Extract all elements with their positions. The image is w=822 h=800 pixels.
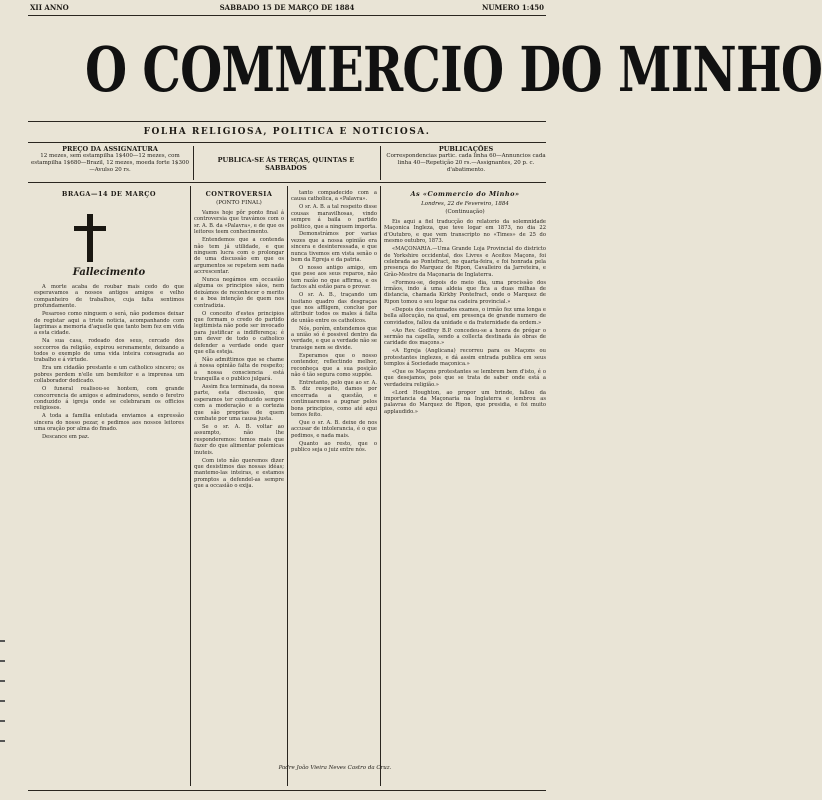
paragraph: Entendemos que a contenda não tem já utilidade, e que ninguem lucra com o prolongar de uma discussão em que os argumentos se repetem sem nada accrescentar. xyxy=(194,237,284,276)
column-divider xyxy=(287,186,288,786)
paragraph: A morte acaba de roubar mais cedo do que esperavamos a nossos antigos amigos e velho companheiro de trabalhos, cuja falta sentimos profundamente. xyxy=(34,284,184,310)
paragraph: Demonstrámos por varias vezes que a nossa opinião era sincera e desinteressada, e que nunca tivemos em vista senão o bem da Egreja e da patria. xyxy=(291,231,377,264)
margin-mark xyxy=(0,720,5,722)
issue-number: NUMERO 1:450 xyxy=(481,3,544,12)
london-dateline: Londres, 22 de Fevereiro, 1884 xyxy=(421,201,509,207)
publications-box xyxy=(386,146,546,180)
paragraph: Esperamos que o nosso contendor, reflectindo melhor, reconheça que a sua posição não é tão segura como suppõe. xyxy=(291,352,377,378)
margin-mark xyxy=(0,660,5,662)
paragraph: O sr. A. B. a tal respeito disse cousas maravilhosas, vindo sempre á baila o partido politico, que a ninguem importa. xyxy=(291,204,377,230)
divider xyxy=(28,121,546,122)
divider xyxy=(380,146,381,180)
paragraph: Se o sr. A. B. voltar ao assumpto, não lhe responderemos: temos mais que fazer do que alimentar polemicas inuteis. xyxy=(194,424,284,456)
paragraph: Nós, porém, entendemos que a união só é possivel dentro da verdade, e que a verdade não se transige nem se divide. xyxy=(291,325,377,351)
newspaper-title: O COMMERCIO DO MINHO xyxy=(84,33,822,106)
cross-icon xyxy=(74,214,106,262)
obituary-heading: Fallecimento xyxy=(72,267,146,278)
paragraph: O nosso antigo amigo, em que pese aos seus reparos, não tem razão no que affirma, e os factos ahi estão para o provar. xyxy=(291,264,377,291)
publication-schedule: PUBLICA-SE ÁS TERÇAS, QUINTAS E SABBADOS xyxy=(217,156,355,172)
dateline-braga: BRAGA—14 DE MARÇO xyxy=(61,190,157,198)
paragraph: Não admittimos que se chame á nossa opinião falta de respeito; a nossa consciencia está tranquilla e o publico julgará. xyxy=(194,356,284,383)
controversy-heading: CONTROVERSIA xyxy=(205,190,273,198)
publications-text: Correspondencias partic. cada linha 60—Annuncios cada linha 40—Repetição 20 rs.—Assignantes, 20 p. c. d'abatimento. xyxy=(386,153,546,173)
subscription-text: 12 mezes, sem estampilha 1$400—12 mezes, com estampilha 1$680—Brazil, 12 mezes, moeda forte 1$300—Avulso 20 rs. xyxy=(31,153,189,173)
paragraph: Era um cidadão prestante e um catholico sincero; os pobres perdem n'elle um bemfeitor e a imprensa um collaborador dedicado. xyxy=(34,365,184,385)
paragraph: Entretanto, pelo que ao sr. A. B. diz respeito, damos por encerrada a questão, e continuaremos a pugnar pelos bons principios, como até aqui temos feito. xyxy=(291,379,377,418)
margin-mark xyxy=(0,640,5,642)
newspaper-subtitle: FOLHA RELIGIOSA, POLITICA E NOTICIOSA. xyxy=(143,127,431,137)
paragraph: Na sua casa, rodeado dos seus, cercado dos soccorros da religião, expirou serenamente, deixando a todos o exemplo de uma vida inteira consagrada ao trabalho e á virtude. xyxy=(34,338,184,364)
paragraph: O funeral realisou-se hontem, com grande concorrencia de amigos e admiradores, sendo o feretro conduzido á igreja onde se celebraram os officios religiosos. xyxy=(34,386,184,412)
london-letter-heading: As «Commercio do Minho» xyxy=(410,190,520,198)
paragraph: «Ao Rev. Godfrey B.P. concedeu-se a honra de prégar o sermão na capella, sendo a collecta destinada ás obras de caridade dos maçons.» xyxy=(384,327,546,347)
publications-heading: PUBLICAÇÕES xyxy=(438,145,494,153)
paragraph: A toda a familia enlutada enviamos a expressão sincera do nosso pezar, e pedimos aos nossos leitores uma oração por alma do finado. xyxy=(34,413,184,433)
article-signature: Padre João Vieira Neves Castro da Cruz. xyxy=(278,765,392,771)
header-topline xyxy=(30,3,544,13)
paragraph: Quanto ao resto, que o publico seja o juiz entre nós. xyxy=(291,440,377,453)
controversy-article-continued xyxy=(291,190,377,760)
margin-mark xyxy=(0,680,5,682)
controversy-subheading: (PONTO FINAL) xyxy=(216,200,262,206)
continued-label: (Continuação) xyxy=(445,209,485,215)
paragraph: «MAÇONARIA.—Uma Grande Loja Provincial do districto de Yorkshire occidental, dos Livres e Aceitos Maçons, foi celebrada ao Pontefract, no quarta-feira, e foi honrada pela presença do Marquez de Ripon, Cavalleiro da Jarreteira, e Grão-Mestre da Maçonaria de Inglaterra. xyxy=(384,246,546,278)
paragraph: «Formou-se, depois do meio dia, uma procissão dos irmãos, indo á uma aldeia que fica a duas milhas de distancia, chamada Kirkby Pontefract, onde o Marquez de Ripon tomou o seu logar na cadeira provincial.» xyxy=(384,279,546,305)
date-line: SABBADO 15 DE MARÇO DE 1884 xyxy=(219,3,355,12)
subscription-box xyxy=(30,146,190,180)
divider xyxy=(28,15,546,16)
divider xyxy=(28,790,546,791)
paragraph: Pesaroso como ninguem o será, não podemos deixar de registar aqui a triste noticia, acompanhando com lagrimas a memoria d'aquelle que tanto bem fez em vida a esta cidade. xyxy=(34,311,184,337)
margin-mark xyxy=(0,700,5,702)
paragraph: Nunca negámos em occasião alguma os principios sãos, nem deixámos de reconhecer o merito e a boa intenção de quem nos contradizia. xyxy=(194,277,284,309)
divider xyxy=(193,146,194,180)
divider xyxy=(28,182,546,183)
controversy-article xyxy=(194,210,284,760)
paragraph: Assim fica terminada, da nossa parte, esta discussão, que esperamos ter conduzido sempre com a moderação e a cortezia que são proprias de quem combate por uma causa justa. xyxy=(194,384,284,423)
volume-label: XII ANNO xyxy=(30,3,69,12)
paragraph: «A Egreja (Anglicana) recorreu para os Maçons ou protestantes inglezes, e dá assim entrada publica em seus templos á Sociedade maçonica.» xyxy=(384,348,546,368)
london-letter-article xyxy=(384,219,546,784)
margin-mark xyxy=(0,740,5,742)
column-divider xyxy=(190,186,191,786)
paragraph: «Depois dos costumados exames, o irmão fez uma longa e bella allocução, na qual, em presença de grande numero de convidados, fallou da unidade e da fraternidade da ordem.» xyxy=(384,306,546,326)
obituary-article xyxy=(34,284,184,784)
paragraph: Que o sr. A. B. deixe de nos accusar de intolerancia, é o que pedimos, e nada mais. xyxy=(291,419,377,439)
paragraph: «Que os Maçons protestantes se lembrem bem d'isto, é o que desejamos, pois que se trata de saber onde está a verdadeira religião.» xyxy=(384,368,546,388)
paragraph: Vamos hoje pôr ponto final á controversia que travámos com o sr. A. B. da «Palavra», e de que os leitores teem conhecimento. xyxy=(194,210,284,236)
paragraph: Descance em paz. xyxy=(42,433,90,440)
column-divider xyxy=(380,186,381,786)
paragraph: tanto compadecido com a causa catholica, a «Palavra». xyxy=(291,190,377,203)
paragraph: O sr. A. B., traçando um lusitano quadro das desgraças que nos affligem, conclue por attribuir todos os males á falta de união entre os catholicos. xyxy=(291,292,377,324)
subscription-heading: PREÇO DA ASSIGNATURA xyxy=(62,145,158,153)
paragraph: Com isto não queremos dizer que desistimos das nossas idéas; mantemo-las inteiras, e estamos promptos a defendel-as sempre que a occasião o exija. xyxy=(194,457,284,490)
paragraph: Eis aqui a fiel traducção do relatorio da solemnidade Maçonica Ingleza, que teve logar em 1873, no dia 22 d'Outubro, e que vem transcripto no «Times» de 25 do mesmo outubro, 1873. xyxy=(384,219,546,245)
paragraph: O conceito d'estes principios que formam o credo do partido legitimista não pode ser invocado para justificar a indifferença; é um dever de todo o catholico defender a verdade onde quer que ella esteja. xyxy=(194,310,284,356)
paragraph: «Lord Houghton, ao propor um brinde, fallou da importancia da Maçonaria na Inglaterra e lembrou as palavras do Marquez de Ripon, que presidia, e foi muito applaudido.» xyxy=(384,389,546,415)
divider xyxy=(28,142,546,143)
